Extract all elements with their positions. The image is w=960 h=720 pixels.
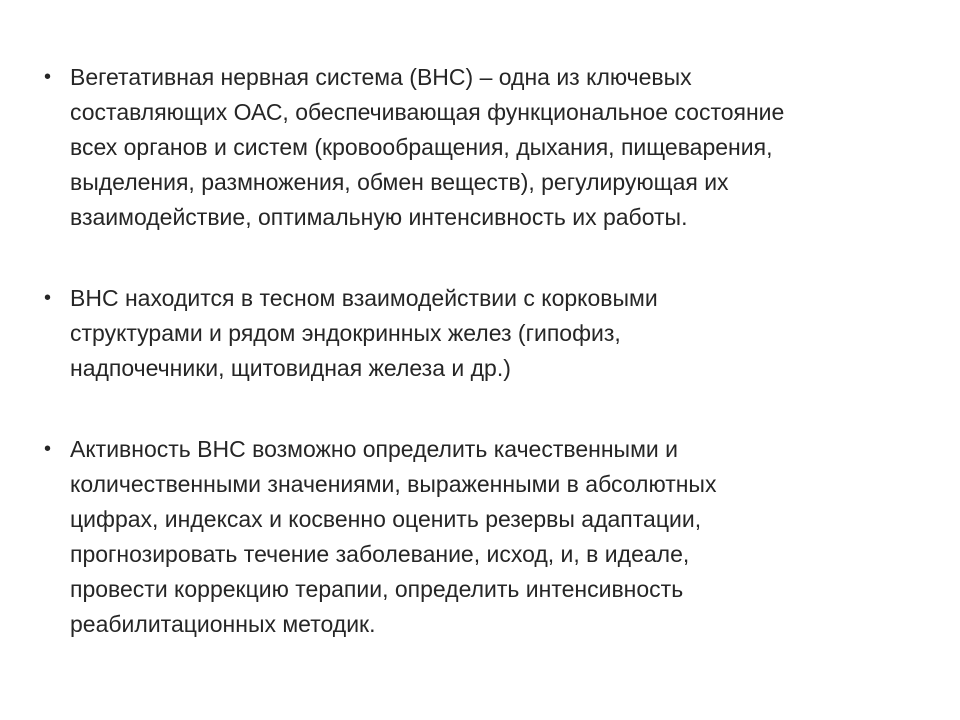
bullet-item-vns-definition bbox=[40, 60, 900, 235]
bullet-dot-icon: • bbox=[44, 438, 52, 460]
bullet-list bbox=[40, 60, 900, 642]
bullet-text: Активность ВНС возможно определить качественными и количественными значениями, выраженными в абсолютных цифрах, индексах и косвенно оценить резервы адаптации, прогнозировать течение заболевание, исход, и, в идеале, провести коррекцию терапии, определить интенсивность реабилитационных методик. bbox=[70, 436, 717, 637]
bullet-text: Вегетативная нервная система (ВНС) – одна из ключевых составляющих ОАС, обеспечивающая функциональное состояние всех органов и систем (кровообращения, дыхания, пищеварения, выделения, размножения, обмен веществ), регулирующая их взаимодействие, оптимальную интенсивность их работы. bbox=[70, 64, 785, 230]
bullet-dot-icon: • bbox=[44, 287, 52, 309]
bullet-item-vns-activity bbox=[40, 432, 900, 642]
bullet-dot-icon: • bbox=[44, 66, 52, 88]
bullet-text: ВНС находится в тесном взаимодействии с корковыми структурами и рядом эндокринных желез (гипофиз, надпочечники, щитовидная железа и др.) bbox=[70, 285, 658, 381]
bullet-item-vns-interaction bbox=[40, 281, 900, 386]
